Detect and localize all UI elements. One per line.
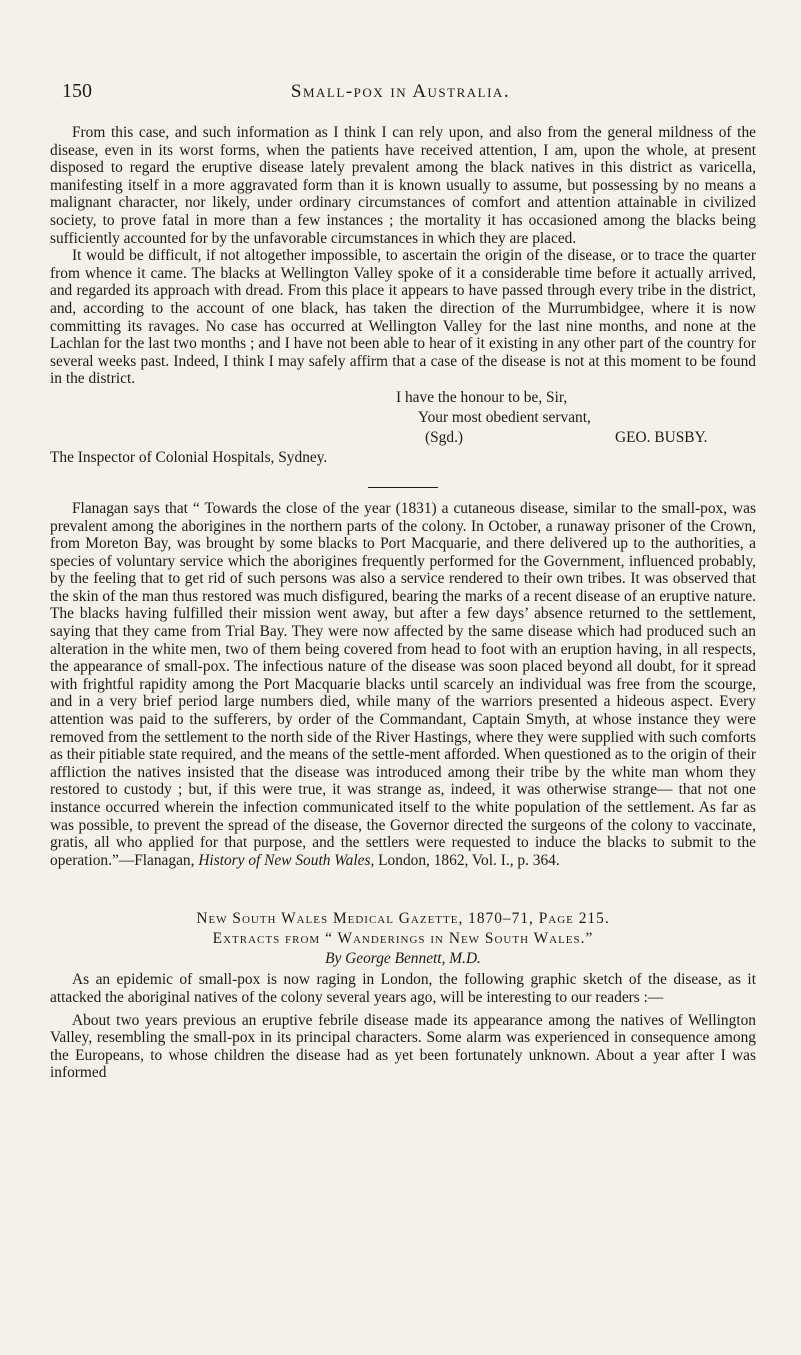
citation-title: History of New South Wales, — [198, 851, 375, 869]
signed-line — [50, 428, 756, 448]
paragraph-gazette-intro: As an epidemic of small-pox is now raging in London, the following graphic sketch of the disease, as it attacked the aboriginal natives of the colony several years ago, will be interesting to our readers :— — [50, 971, 756, 1006]
paragraph-flanagan — [50, 500, 756, 869]
letter-signature — [50, 388, 756, 468]
citation-details: London, 1862, Vol. I., p. 364. — [374, 851, 560, 869]
signatory-name: GEO. BUSBY. — [615, 428, 708, 446]
section-divider — [368, 487, 438, 488]
page-number: 150 — [62, 80, 92, 102]
signed-mark: (Sgd.) — [425, 428, 464, 446]
closing-line-1: I have the honour to be, Sir, — [396, 388, 568, 406]
page-content — [50, 124, 756, 1082]
gazette-heading: New South Wales Medical Gazette, 1870–71, Page 215. — [196, 910, 610, 928]
author-byline: By George Bennett, M.D. — [325, 950, 481, 968]
extracts-heading: Extracts from “ Wanderings in New South Wales.” — [212, 930, 594, 948]
running-title: Small-pox in Australia. — [290, 81, 511, 102]
paragraph-gazette-body: About two years previous an eruptive febrile disease made its appearance among the natives of Wellington Valley, resembling the small-pox in its principal characters. Some alarm was experienced in consequence among the Europeans, to whose children the disease had as yet been fortunately unknown. About a year after I was informed — [50, 1011, 756, 1082]
closing-line-2: Your most obedient servant, — [418, 408, 591, 426]
paragraph-disease-origin: It would be difficult, if not altogether impossible, to ascertain the origin of the disease, or to trace the quarter from whence it came. The blacks at Wellington Valley spoke of it a considerable time before it actually arrived, and regarded its approach with dread. From this place it appears to have passed through every tribe in the district, and, according to the account of one black, has taken the direction of the Murrumbidgee, where it is now committing its ravages. No case has occurred at Wellington Valley for the last nine months, and none at the Lachlan for the last two months ; and I have not been able to hear of it existing in any other part of the country for several weeks past. Indeed, I think I may safely affirm that a case of the disease is not at this moment to be found in the district. — [50, 247, 756, 388]
flanagan-text: Flanagan says that “ Towards the close of the year (1831) a cutaneous disease, similar to the small-pox, was prevalent among the aborigines in the northern parts of the colony. In October, a runaway prisoner of the Crown, from Moreton Bay, was brought by some blacks to Port Macquarie, and there delivered up to the authorities, a species of voluntary service which the aborigines frequently performed for the Government, influenced probably, by the feeling that to get rid of such persons was also a service rendered to their own tribes. It was observed that the skin of the man thus restored was much disfigured, bearing the marks of a recent disease of an eruptive nature. The blacks having fulfilled their mission went away, but after a few days’ absence returned to the settlement, saying that they came from Trial Bay. They were now affected by the same disease which had produced such an alteration in the white men, two of them being covered from head to foot with an eruption having, in all respects, the appearance of small-pox. The infectious nature of the disease was soon placed beyond all doubt, for it spread with frightful rapidity among the Port Macquarie blacks until scarcely an individual was free from the scourge, and in a very brief period large numbers died, while many of the warriors presented a hideous aspect. Every attention was paid to the sufferers, by order of the Commandant, Captain Smyth, at whose instance they were removed from the settlement to the north side of the River Hastings, where they were supplied with such comforts as their pitiable state required, and the means of the settle-ment afforded. When questioned as to the origin of their affliction the natives insisted that the disease was introduced among their tribe by the white man whom they restored to custody ; but, if this were true, it was strange as, indeed, it was otherwise strange— that not one instance occurred wherein the infection communicated itself to the white population of the settlement. As far as was possible, to prevent the spread of the disease, the Governor directed the surgeons of the colony to vaccinate, gratis, all who applied for that purpose, and the settlers were requested to induce the blacks to submit to the operation.”—Flanagan, — [50, 499, 756, 869]
addressee: The Inspector of Colonial Hospitals, Sydney. — [50, 448, 328, 466]
page-header — [0, 80, 801, 106]
paragraph-case-mildness: From this case, and such information as I think I can rely upon, and also from the general mildness of the disease, even in its worst forms, when the patients have received attention, I am, upon the whole, at present disposed to regard the eruptive disease lately prevalent among the black natives in this district as varicella, manifesting itself in a more aggravated form than it is known usually to assume, but possessing by no means a malignant character, nor likely, under ordinary circumstances of comfort and attention attainable in civilized society, to prove fatal in more than a few instances ; the mortality it has occasioned among the blacks being sufficiently accounted for by the unfavorable circumstances in which they are placed. — [50, 124, 756, 247]
